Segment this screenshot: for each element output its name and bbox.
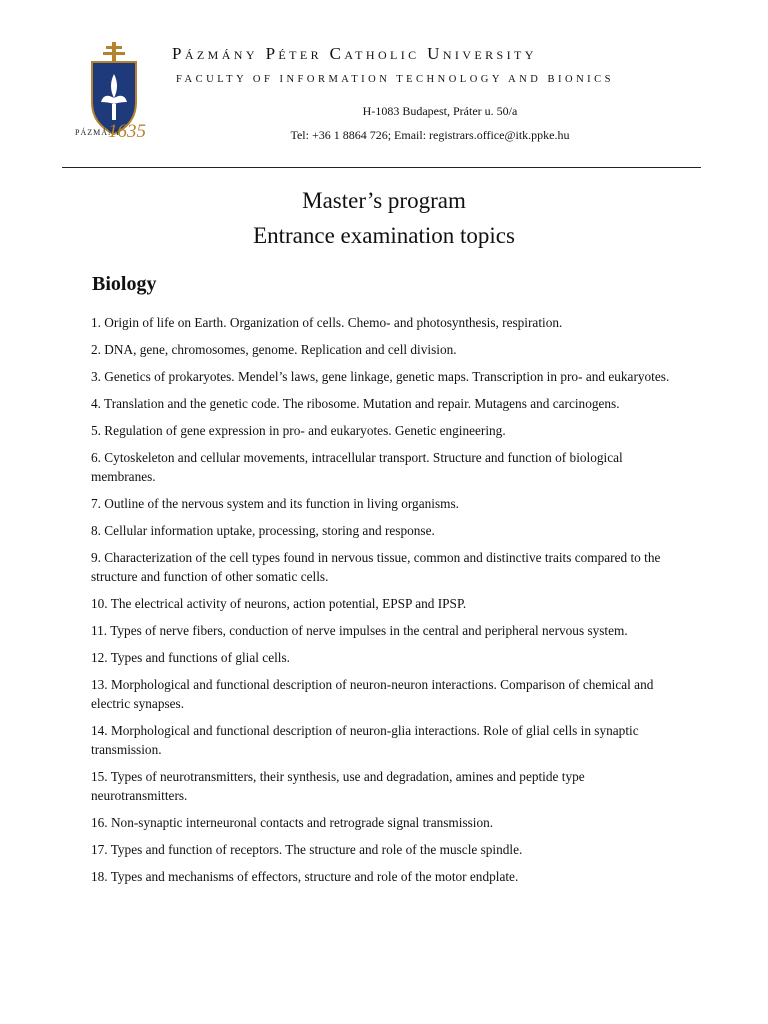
topic-item: 5. Regulation of gene expression in pro- and eukaryotes. Genetic engineering. <box>91 423 506 438</box>
topic-item: 4. Translation and the genetic code. The ribosome. Mutation and repair. Mutagens and carcinogens. <box>91 396 620 411</box>
topic-item: 1. Origin of life on Earth. Organization of cells. Chemo- and photosynthesis, respiration. <box>91 315 563 330</box>
topic-item: 14. Morphological and functional description of neuron-glia interactions. Role of glial cells in synaptic transmission. <box>91 723 639 757</box>
topic-item: 7. Outline of the nervous system and its function in living organisms. <box>91 496 459 511</box>
university-name: Pázmány Péter Catholic University <box>172 44 537 63</box>
topic-list <box>91 313 681 894</box>
topic-item: 9. Characterization of the cell types found in nervous tissue, common and distinctive traits compared to the structure and function of other somatic cells. <box>91 550 661 584</box>
topic-item: 10. The electrical activity of neurons, action potential, EPSP and IPSP. <box>91 596 467 611</box>
address: H-1083 Budapest, Práter u. 50/a <box>362 104 518 118</box>
topic-item: 16. Non-synaptic interneuronal contacts and retrograde signal transmission. <box>91 815 494 830</box>
topic-item: 3. Genetics of prokaryotes. Mendel’s laws, gene linkage, genetic maps. Transcription in pro- and eukaryotes. <box>91 369 670 384</box>
page-subtitle: Entrance examination topics <box>253 223 515 248</box>
topic-item: 6. Cytoskeleton and cellular movements, intracellular transport. Structure and function of biological membranes. <box>91 450 623 484</box>
section-heading: Biology <box>92 273 157 295</box>
cross-bar-bottom <box>103 52 125 55</box>
logo-wordmark: PÁZMÁNY <box>75 128 122 137</box>
topic-item: 12. Types and functions of glial cells. <box>91 650 290 665</box>
topic-item: 18. Types and mechanisms of effectors, structure and role of the motor endplate. <box>91 869 519 884</box>
topic-item: 13. Morphological and functional description of neuron-neuron interactions. Comparison of chemical and electric synapses. <box>91 677 654 711</box>
contact-info: Tel: +36 1 8864 726; Email: registrars.office@itk.ppke.hu <box>290 128 570 142</box>
topic-item: 2. DNA, gene, chromosomes, genome. Replication and cell division. <box>91 342 457 357</box>
faculty-name: FACULTY OF INFORMATION TECHNOLOGY AND BIONICS <box>176 74 615 85</box>
topic-item: 11. Types of nerve fibers, conduction of nerve impulses in the central and peripheral nervous system. <box>91 623 628 638</box>
page-title: Master’s program <box>302 188 466 213</box>
cross-bar-top <box>106 46 122 49</box>
topic-item: 15. Types of neurotransmitters, their synthesis, use and degradation, amines and peptide type neurotransmitters. <box>91 769 585 803</box>
topic-item: 17. Types and function of receptors. The structure and role of the muscle spindle. <box>91 842 523 857</box>
topic-item: 8. Cellular information uptake, processing, storing and response. <box>91 523 435 538</box>
header-divider <box>62 167 701 168</box>
logo-year: 1635 <box>108 121 146 142</box>
